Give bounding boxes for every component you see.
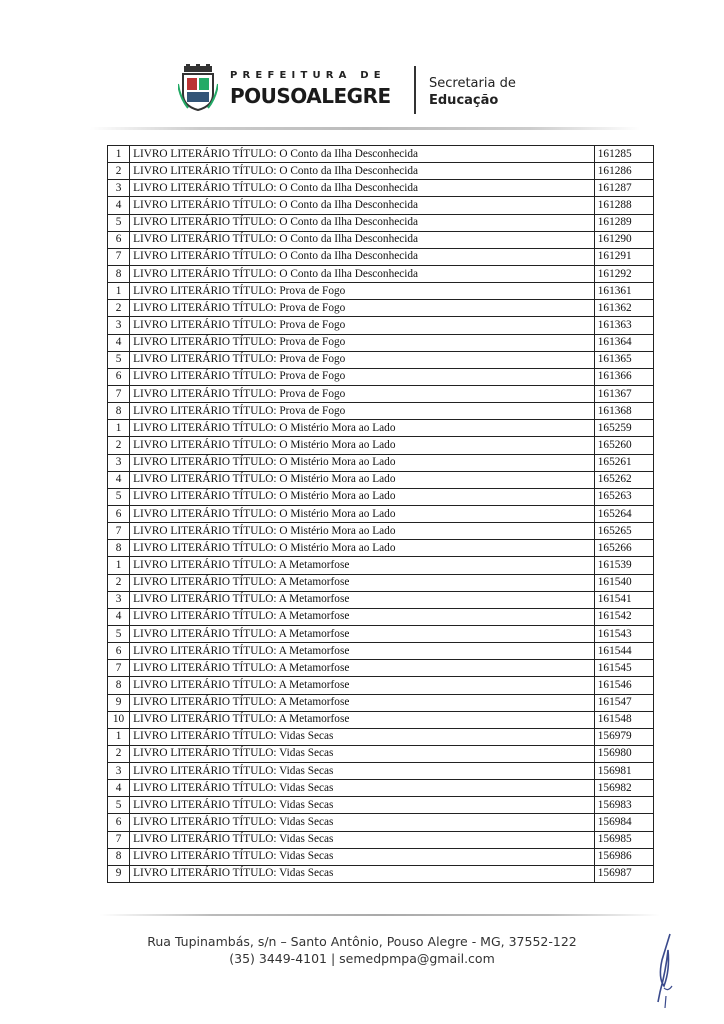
signature-icon (640, 930, 690, 1010)
item-code: 161367 (594, 385, 653, 402)
item-description: LIVRO LITERÁRIO TÍTULO: Vidas Secas (130, 797, 595, 814)
row-number: 4 (108, 197, 130, 214)
row-number: 2 (108, 437, 130, 454)
item-code: 156986 (594, 848, 653, 865)
item-code: 156985 (594, 831, 653, 848)
row-number: 2 (108, 574, 130, 591)
row-number: 6 (108, 814, 130, 831)
row-number: 3 (108, 454, 130, 471)
row-number: 6 (108, 505, 130, 522)
footer-rule (100, 914, 660, 916)
item-code: 161541 (594, 591, 653, 608)
item-description: LIVRO LITERÁRIO TÍTULO: O Conto da Ilha Desconhecida (130, 265, 595, 282)
table-row (108, 780, 654, 797)
table-row (108, 146, 654, 163)
row-number: 8 (108, 540, 130, 557)
item-code: 161364 (594, 334, 653, 351)
item-code: 161542 (594, 608, 653, 625)
row-number: 5 (108, 625, 130, 642)
row-number: 5 (108, 351, 130, 368)
row-number: 8 (108, 403, 130, 420)
table-row (108, 471, 654, 488)
item-description: LIVRO LITERÁRIO TÍTULO: Prova de Fogo (130, 403, 595, 420)
item-code: 161287 (594, 180, 653, 197)
table-row (108, 283, 654, 300)
item-description: LIVRO LITERÁRIO TÍTULO: Prova de Fogo (130, 283, 595, 300)
letterhead (178, 60, 538, 120)
item-code: 161543 (594, 625, 653, 642)
item-description: LIVRO LITERÁRIO TÍTULO: Prova de Fogo (130, 334, 595, 351)
item-description: LIVRO LITERÁRIO TÍTULO: Prova de Fogo (130, 300, 595, 317)
item-description: LIVRO LITERÁRIO TÍTULO: Vidas Secas (130, 745, 595, 762)
item-code: 161545 (594, 660, 653, 677)
row-number: 8 (108, 265, 130, 282)
item-description: LIVRO LITERÁRIO TÍTULO: O Conto da Ilha Desconhecida (130, 146, 595, 163)
item-code: 156987 (594, 865, 653, 882)
item-code: 161286 (594, 163, 653, 180)
item-description: LIVRO LITERÁRIO TÍTULO: Vidas Secas (130, 780, 595, 797)
table-row (108, 557, 654, 574)
table-row (108, 214, 654, 231)
item-code: 161363 (594, 317, 653, 334)
row-number: 2 (108, 745, 130, 762)
row-number: 4 (108, 608, 130, 625)
item-description: LIVRO LITERÁRIO TÍTULO: A Metamorfose (130, 625, 595, 642)
table-row (108, 300, 654, 317)
item-code: 161546 (594, 677, 653, 694)
table-row (108, 488, 654, 505)
item-description: LIVRO LITERÁRIO TÍTULO: A Metamorfose (130, 643, 595, 660)
item-description: LIVRO LITERÁRIO TÍTULO: A Metamorfose (130, 591, 595, 608)
table-row (108, 368, 654, 385)
row-number: 8 (108, 848, 130, 865)
row-number: 3 (108, 180, 130, 197)
item-description: LIVRO LITERÁRIO TÍTULO: Vidas Secas (130, 814, 595, 831)
item-code: 165264 (594, 505, 653, 522)
item-description: LIVRO LITERÁRIO TÍTULO: Vidas Secas (130, 728, 595, 745)
item-description: LIVRO LITERÁRIO TÍTULO: Vidas Secas (130, 865, 595, 882)
table-row (108, 694, 654, 711)
item-description: LIVRO LITERÁRIO TÍTULO: O Mistério Mora ao Lado (130, 540, 595, 557)
row-number: 5 (108, 214, 130, 231)
item-description: LIVRO LITERÁRIO TÍTULO: O Conto da Ilha Desconhecida (130, 180, 595, 197)
row-number: 2 (108, 163, 130, 180)
item-description: LIVRO LITERÁRIO TÍTULO: Vidas Secas (130, 763, 595, 780)
row-number: 2 (108, 300, 130, 317)
footer-address: Rua Tupinambás, s/n – Santo Antônio, Pouso Alegre - MG, 37552-122 (147, 934, 577, 949)
item-code: 161547 (594, 694, 653, 711)
items-table-body (108, 146, 654, 883)
table-row (108, 420, 654, 437)
table-row (108, 437, 654, 454)
table-row (108, 334, 654, 351)
item-code: 161544 (594, 643, 653, 660)
table-row (108, 523, 654, 540)
row-number: 1 (108, 557, 130, 574)
row-number: 3 (108, 317, 130, 334)
table-row (108, 505, 654, 522)
row-number: 9 (108, 694, 130, 711)
item-description: LIVRO LITERÁRIO TÍTULO: Vidas Secas (130, 848, 595, 865)
row-number: 10 (108, 711, 130, 728)
table-row (108, 231, 654, 248)
item-code: 161290 (594, 231, 653, 248)
item-code: 156981 (594, 763, 653, 780)
item-code: 161285 (594, 146, 653, 163)
item-description: LIVRO LITERÁRIO TÍTULO: Vidas Secas (130, 831, 595, 848)
row-number: 7 (108, 248, 130, 265)
row-number: 9 (108, 865, 130, 882)
item-description: LIVRO LITERÁRIO TÍTULO: O Mistério Mora ao Lado (130, 505, 595, 522)
item-code: 156983 (594, 797, 653, 814)
table-row (108, 865, 654, 882)
footer-contact: (35) 3449-4101 | semedpmpa@gmail.com (229, 951, 495, 966)
table-row (108, 540, 654, 557)
city-name: POUSOALEGRE (230, 84, 391, 108)
table-row (108, 643, 654, 660)
row-number: 6 (108, 643, 130, 660)
table-row (108, 814, 654, 831)
item-code: 165265 (594, 523, 653, 540)
row-number: 5 (108, 488, 130, 505)
item-description: LIVRO LITERÁRIO TÍTULO: O Mistério Mora ao Lado (130, 420, 595, 437)
item-description: LIVRO LITERÁRIO TÍTULO: A Metamorfose (130, 711, 595, 728)
item-description: LIVRO LITERÁRIO TÍTULO: O Mistério Mora ao Lado (130, 471, 595, 488)
item-description: LIVRO LITERÁRIO TÍTULO: O Mistério Mora ao Lado (130, 488, 595, 505)
table-row (108, 248, 654, 265)
item-code: 165260 (594, 437, 653, 454)
row-number: 1 (108, 420, 130, 437)
table-row (108, 797, 654, 814)
item-description: LIVRO LITERÁRIO TÍTULO: Prova de Fogo (130, 368, 595, 385)
table-row (108, 317, 654, 334)
table-row (108, 745, 654, 762)
row-number: 8 (108, 677, 130, 694)
item-code: 165262 (594, 471, 653, 488)
table-row (108, 763, 654, 780)
header-divider (414, 66, 416, 114)
item-description: LIVRO LITERÁRIO TÍTULO: O Mistério Mora ao Lado (130, 437, 595, 454)
item-code: 161288 (594, 197, 653, 214)
item-code: 161362 (594, 300, 653, 317)
item-code: 165259 (594, 420, 653, 437)
table-row (108, 454, 654, 471)
item-description: LIVRO LITERÁRIO TÍTULO: A Metamorfose (130, 677, 595, 694)
row-number: 4 (108, 780, 130, 797)
row-number: 4 (108, 471, 130, 488)
item-description: LIVRO LITERÁRIO TÍTULO: O Conto da Ilha Desconhecida (130, 248, 595, 265)
item-code: 156980 (594, 745, 653, 762)
table-row (108, 163, 654, 180)
table-row (108, 625, 654, 642)
item-code: 161365 (594, 351, 653, 368)
row-number: 1 (108, 283, 130, 300)
item-code: 156984 (594, 814, 653, 831)
table-row (108, 197, 654, 214)
item-description: LIVRO LITERÁRIO TÍTULO: A Metamorfose (130, 608, 595, 625)
row-number: 5 (108, 797, 130, 814)
item-description: LIVRO LITERÁRIO TÍTULO: A Metamorfose (130, 660, 595, 677)
row-number: 1 (108, 146, 130, 163)
item-code: 165263 (594, 488, 653, 505)
row-number: 6 (108, 368, 130, 385)
item-description: LIVRO LITERÁRIO TÍTULO: O Mistério Mora ao Lado (130, 523, 595, 540)
table-row (108, 574, 654, 591)
row-number: 3 (108, 763, 130, 780)
table-row (108, 180, 654, 197)
item-code: 165261 (594, 454, 653, 471)
item-description: LIVRO LITERÁRIO TÍTULO: O Conto da Ilha Desconhecida (130, 231, 595, 248)
table-row (108, 831, 654, 848)
table-row (108, 728, 654, 745)
table-row (108, 265, 654, 282)
item-code: 161540 (594, 574, 653, 591)
item-description: LIVRO LITERÁRIO TÍTULO: O Conto da Ilha Desconhecida (130, 197, 595, 214)
table-row (108, 403, 654, 420)
header-rule (90, 127, 640, 130)
table-row (108, 591, 654, 608)
table-row (108, 660, 654, 677)
item-code: 161291 (594, 248, 653, 265)
item-code: 161366 (594, 368, 653, 385)
row-number: 1 (108, 728, 130, 745)
item-code: 161548 (594, 711, 653, 728)
city-crest-icon (178, 64, 218, 112)
item-description: LIVRO LITERÁRIO TÍTULO: O Mistério Mora ao Lado (130, 454, 595, 471)
item-description: LIVRO LITERÁRIO TÍTULO: A Metamorfose (130, 574, 595, 591)
item-code: 161539 (594, 557, 653, 574)
item-code: 161368 (594, 403, 653, 420)
table-row (108, 351, 654, 368)
item-code: 161361 (594, 283, 653, 300)
row-number: 7 (108, 385, 130, 402)
item-description: LIVRO LITERÁRIO TÍTULO: Prova de Fogo (130, 351, 595, 368)
secretaria-label: Secretaria de (429, 76, 516, 91)
table-row (108, 385, 654, 402)
item-description: LIVRO LITERÁRIO TÍTULO: A Metamorfose (130, 557, 595, 574)
row-number: 7 (108, 523, 130, 540)
row-number: 4 (108, 334, 130, 351)
item-code: 156979 (594, 728, 653, 745)
item-description: LIVRO LITERÁRIO TÍTULO: Prova de Fogo (130, 385, 595, 402)
row-number: 3 (108, 591, 130, 608)
table-row (108, 608, 654, 625)
table-row (108, 848, 654, 865)
item-description: LIVRO LITERÁRIO TÍTULO: A Metamorfose (130, 694, 595, 711)
item-code: 156982 (594, 780, 653, 797)
item-description: LIVRO LITERÁRIO TÍTULO: Prova de Fogo (130, 317, 595, 334)
row-number: 7 (108, 831, 130, 848)
table-row (108, 677, 654, 694)
item-description: LIVRO LITERÁRIO TÍTULO: O Conto da Ilha Desconhecida (130, 214, 595, 231)
educacao-label: Educação (429, 93, 499, 108)
item-code: 161289 (594, 214, 653, 231)
table-row (108, 711, 654, 728)
item-code: 165266 (594, 540, 653, 557)
item-code: 161292 (594, 265, 653, 282)
prefeitura-label: PREFEITURA DE (230, 70, 386, 81)
item-description: LIVRO LITERÁRIO TÍTULO: O Conto da Ilha Desconhecida (130, 163, 595, 180)
items-table (107, 145, 654, 883)
row-number: 7 (108, 660, 130, 677)
row-number: 6 (108, 231, 130, 248)
